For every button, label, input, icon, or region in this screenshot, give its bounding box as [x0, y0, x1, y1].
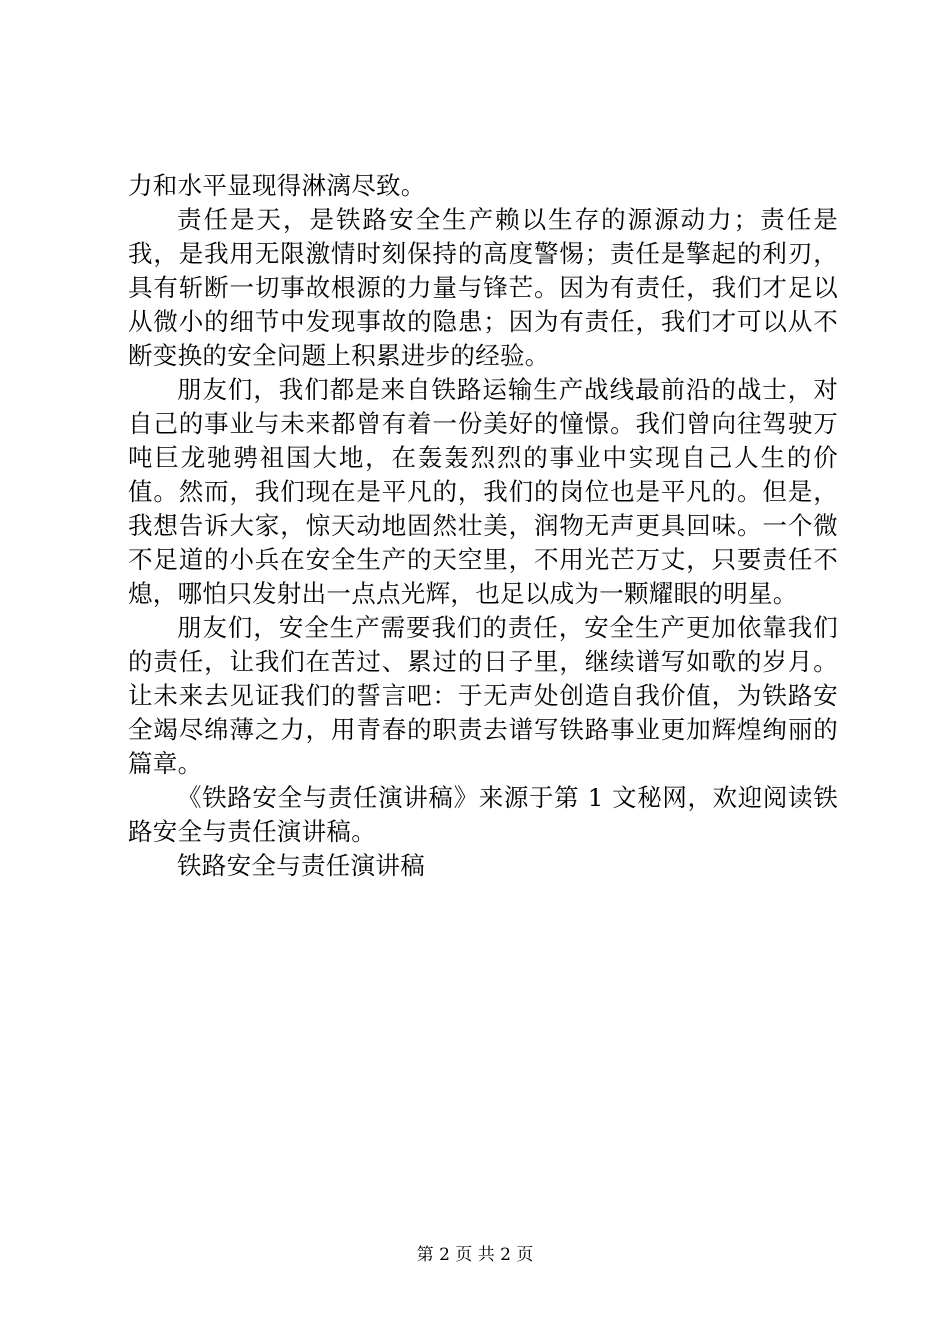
paragraph-4: 朋友们，安全生产需要我们的责任，安全生产更加依靠我们的责任，让我们在苦过、累过的日子里，继续谱写如歌的岁月。让未来去见证我们的誓言吧：于无声处创造自我价值，为铁路安全竭尽绵薄之力，用青春的职责去谱写铁路事业更加辉煌绚丽的篇章。: [128, 613, 838, 778]
paragraph-1: 力和水平显现得淋漓尽致。: [128, 171, 426, 200]
page-footer: 第 2 页 共 2 页: [416, 1245, 534, 1265]
paragraph-5: 《铁路安全与责任演讲稿》来源于第 1 文秘网，欢迎阅读铁路安全与责任演讲稿。: [128, 783, 838, 846]
paragraph-6: 铁路安全与责任演讲稿: [177, 851, 425, 880]
document-body: [128, 169, 838, 883]
paragraph-2: 责任是天，是铁路安全生产赖以生存的源源动力；责任是我，是我用无限激情时刻保持的高度警惕；责任是擎起的利刃，具有斩断一切事故根源的力量与锋芒。因为有责任，我们才足以从微小的细节中发现事故的隐患；因为有责任，我们才可以从不断变换的安全问题上积累进步的经验。: [128, 205, 838, 370]
paragraph-3: 朋友们，我们都是来自铁路运输生产战线最前沿的战士，对自己的事业与未来都曾有着一份美好的憧憬。我们曾向往驾驶万吨巨龙驰骋祖国大地，在轰轰烈烈的事业中实现自己人生的价值。然而，我们现在是平凡的，我们的岗位也是平凡的。但是，我想告诉大家，惊天动地固然壮美，润物无声更具回味。一个微不足道的小兵在安全生产的天空里，不用光芒万丈，只要责任不熄，哪怕只发射出一点点光辉，也足以成为一颗耀眼的明星。: [128, 375, 838, 608]
